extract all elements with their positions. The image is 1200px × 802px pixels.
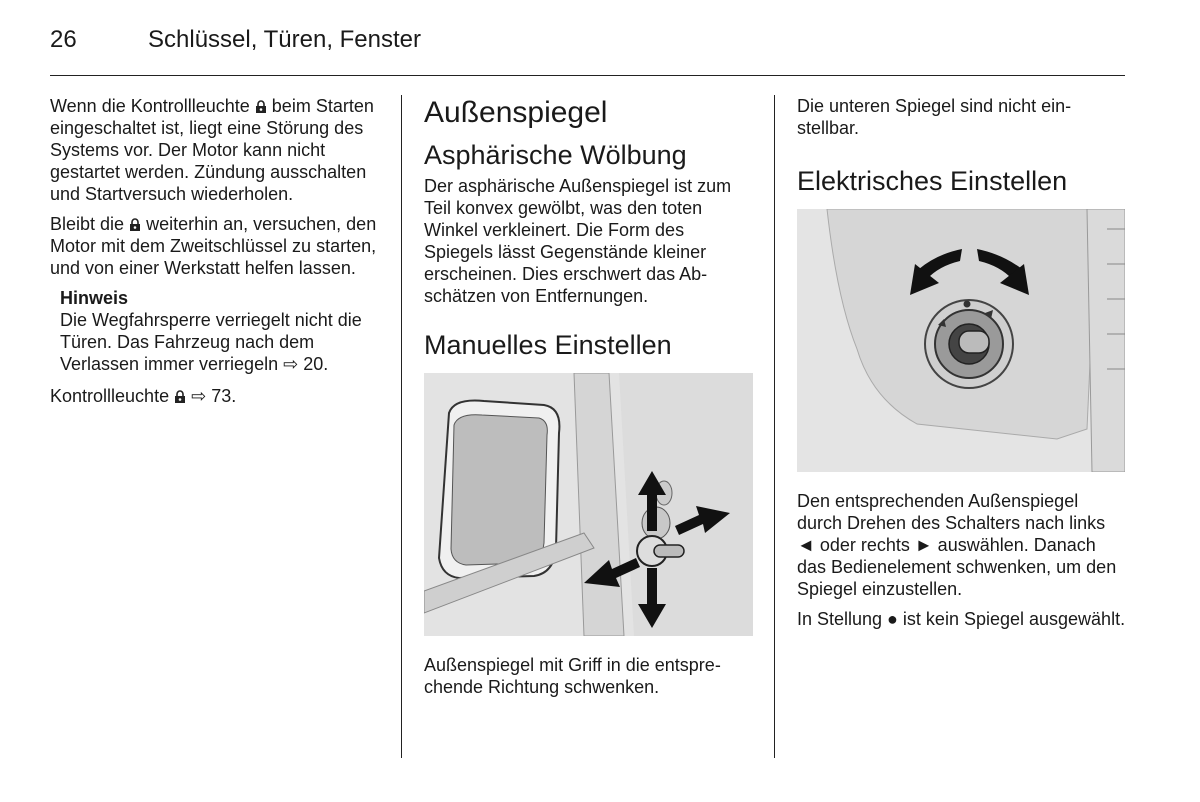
column-3 — [797, 95, 1127, 638]
heading-manual-adjust: Manuelles Einstellen — [424, 330, 672, 360]
page-header — [50, 26, 1125, 74]
heading-aspheric: Asphärische Wölbung — [424, 140, 687, 170]
paragraph-indicator-ref — [50, 385, 380, 407]
page-reference[interactable]: 20. — [298, 354, 329, 374]
reference-arrow-icon: ⇨ — [191, 386, 207, 406]
immobiliser-lock-icon — [174, 390, 186, 403]
text: Wenn die Kontrollleuchte — [50, 96, 255, 116]
text: Kontrollleuchte — [50, 386, 175, 406]
paragraph-electric: Den entsprechenden Außenspiegel durch Drehen des Schalters nach links ◄ oder rechts ► auswählen. Danach das Bedienelement schwenken, um den Spiegel einzustellen. — [797, 491, 1117, 599]
paragraph-warning-light — [50, 95, 380, 205]
page-reference[interactable]: 73. — [206, 386, 237, 406]
reference-arrow-icon: ⇨ — [283, 354, 299, 374]
heading-electric-adjust: Elektrisches Einstellen — [797, 166, 1068, 196]
note-title: Hinweis — [60, 288, 129, 308]
page-number: 26 — [50, 26, 77, 53]
text: beim Starten eingeschaltet ist, liegt eine Störung des Systems vor. Der Motor kann nicht gestartet werden. Zündung ausschalten und Startversuch wiederholen. — [50, 96, 374, 204]
column-2 — [424, 95, 754, 706]
paragraph-second-key — [50, 213, 380, 279]
column-divider — [401, 95, 402, 758]
column-divider — [774, 95, 775, 758]
header-rule — [50, 75, 1125, 76]
text: Die Wegfahrsperre verriegelt nicht die Türen. Das Fahrzeug nach dem Verlassen immer verriegeln — [60, 310, 362, 374]
electric-switch-drawing — [797, 209, 1125, 472]
illustration-manual-mirror — [424, 373, 753, 636]
section-title: Schlüssel, Türen, Fenster — [148, 26, 422, 53]
heading-exterior-mirrors: Außenspiegel — [424, 96, 608, 129]
caption-manual: Außenspiegel mit Griff in die entsprechende Richtung schwenken. — [424, 655, 721, 697]
paragraph-lower-mirrors: Die unteren Spiegel sind nicht einstellbar. — [797, 96, 1072, 138]
immobiliser-lock-icon — [255, 100, 267, 113]
paragraph-aspheric: Der asphärische Außenspiegel ist zum Teil konvex gewölbt, was den toten Winkel verkleinert. Die Form des Spiegels lässt Gegenstände kleiner erscheinen. Dies erschwert das Abschätzen von Entfernungen. — [424, 176, 732, 306]
immobiliser-lock-icon — [129, 218, 141, 231]
column-1 — [50, 95, 380, 415]
manual-mirror-drawing — [424, 373, 753, 636]
note-box — [60, 287, 380, 375]
note-text — [60, 309, 380, 375]
text: Bleibt die — [50, 214, 130, 234]
paragraph-neutral-position: In Stellung ● ist kein Spiegel ausgewählt. — [797, 609, 1126, 629]
text: weiterhin an, versuchen, den Motor mit dem Zweitschlüssel zu starten, und von einer Werkstatt helfen lassen. — [50, 214, 377, 278]
illustration-electric-switch — [797, 209, 1125, 472]
